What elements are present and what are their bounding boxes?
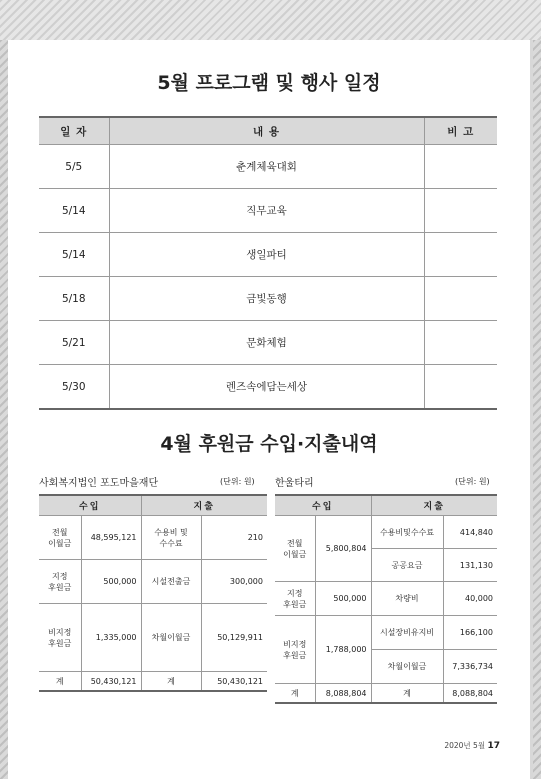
table-row [39,145,497,189]
header-note: 비 고 [424,117,497,145]
schedule-note [424,277,497,321]
background-pattern-right [533,40,541,779]
expense-value: 300,000 [201,560,267,604]
expense-value: 414,840 [443,516,497,549]
income-header: 수입 [39,495,141,516]
schedule-content: 렌즈속에담는세상 [109,365,424,410]
left-org-name: 사회복지법인 포도마을재단 [39,478,159,489]
expense-label: 시설전출금 [141,560,201,604]
income-label: 지정 후원금 [39,560,81,604]
total-row [39,672,267,692]
schedule-content: 직무교육 [109,189,424,233]
schedule-title: 5월 프로그램 및 행사 일정 [157,72,381,94]
background-pattern-top [0,0,541,40]
total-expense-value: 8,088,804 [443,684,497,704]
left-unit-label: (단위: 원) [220,477,255,486]
table-row [39,277,497,321]
schedule-date: 5/18 [39,277,109,321]
table-row [275,516,497,549]
expense-label: 시설장비유지비 [371,616,443,650]
income-value: 5,800,804 [315,516,371,582]
schedule-header-row [39,117,497,145]
income-label: 전월 이월금 [39,516,81,560]
document-page [8,40,530,779]
expense-label: 차월이월금 [371,650,443,684]
schedule-note [424,321,497,365]
header-date: 일 자 [39,117,109,145]
schedule-note [424,145,497,189]
income-header: 수입 [275,495,371,516]
total-expense-label: 계 [141,672,201,692]
table-row [39,516,267,560]
income-value: 500,000 [81,560,141,604]
income-value: 1,788,000 [315,616,371,684]
schedule-date: 5/5 [39,145,109,189]
right-org-name: 한울타리 [275,478,314,489]
income-value: 500,000 [315,582,371,616]
table-row [275,582,497,616]
total-income-value: 8,088,804 [315,684,371,704]
income-value: 1,335,000 [81,604,141,672]
expense-value: 166,100 [443,616,497,650]
right-finance-table [275,494,497,704]
table-row [39,560,267,604]
schedule-date: 5/14 [39,233,109,277]
total-row [275,684,497,704]
table-row [275,616,497,650]
page-footer [444,740,500,751]
footer-date: 2020년 5월 [444,741,486,750]
expense-label: 공공요금 [371,549,443,582]
schedule-date: 5/21 [39,321,109,365]
left-finance-table [39,494,267,692]
schedule-content: 생일파티 [109,233,424,277]
total-income-label: 계 [275,684,315,704]
expense-value: 50,129,911 [201,604,267,672]
schedule-date: 5/30 [39,365,109,410]
table-row [39,233,497,277]
schedule-content: 춘계체육대회 [109,145,424,189]
total-income-label: 계 [39,672,81,692]
finance-title: 4월 후원금 수입·지출내역 [160,433,378,455]
expense-label: 차량비 [371,582,443,616]
header-content: 내 용 [109,117,424,145]
finance-header-row [39,495,267,516]
expense-value: 7,336,734 [443,650,497,684]
income-label: 비지정 후원금 [275,616,315,684]
expense-header: 지출 [371,495,497,516]
expense-label: 수용비 및 수수료 [141,516,201,560]
page-number: 17 [487,741,500,751]
background-pattern-left [0,40,8,779]
total-expense-value: 50,430,121 [201,672,267,692]
expense-header: 지출 [141,495,267,516]
expense-label: 수용비및수수료 [371,516,443,549]
income-value: 48,595,121 [81,516,141,560]
table-row [39,365,497,410]
schedule-note [424,233,497,277]
expense-value: 131,130 [443,549,497,582]
total-expense-label: 계 [371,684,443,704]
schedule-note [424,365,497,410]
expense-value: 210 [201,516,267,560]
schedule-content: 금빛동행 [109,277,424,321]
expense-value: 40,000 [443,582,497,616]
schedule-content: 문화체험 [109,321,424,365]
table-row [39,321,497,365]
table-row [39,604,267,672]
schedule-note [424,189,497,233]
table-row [39,189,497,233]
income-label: 비지정 후원금 [39,604,81,672]
income-label: 전월 이월금 [275,516,315,582]
income-label: 지정 후원금 [275,582,315,616]
schedule-table [39,116,497,410]
total-income-value: 50,430,121 [81,672,141,692]
right-unit-label: (단위: 원) [455,477,490,486]
schedule-date: 5/14 [39,189,109,233]
expense-label: 차월이월금 [141,604,201,672]
finance-header-row [275,495,497,516]
